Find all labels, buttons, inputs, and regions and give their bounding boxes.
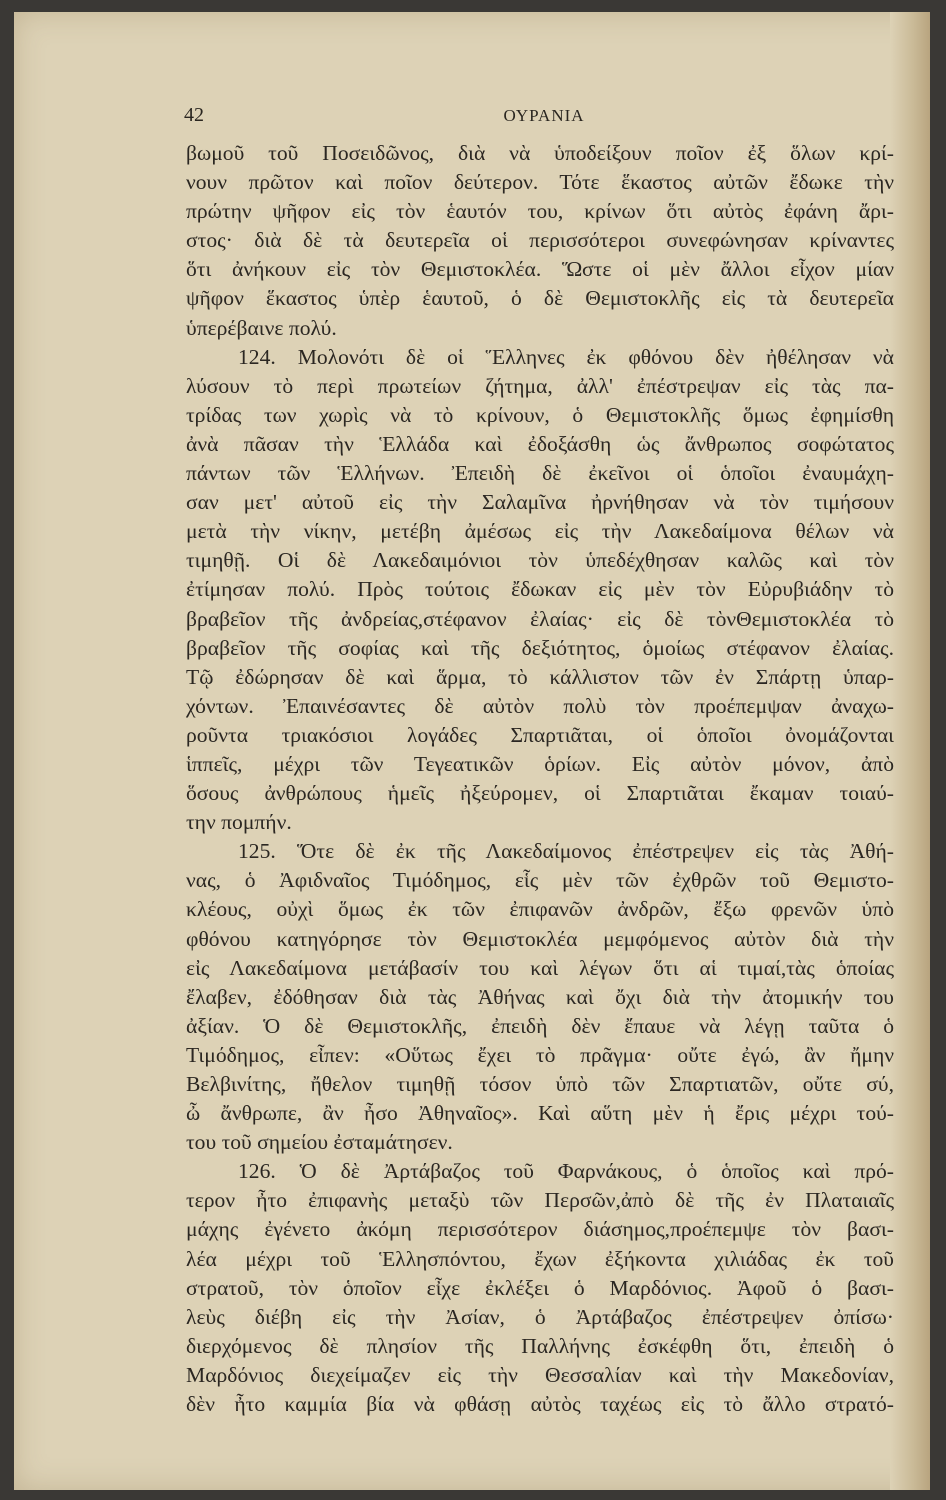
text-line: μάχης ἐγένετο ἀκόμη περισσότερον διάσημος,προέπεμψε τὸν βασι-	[186, 1217, 894, 1242]
text-line: ροῦντα τριακόσιοι λογάδες Σπαρτιᾶται, οἱ ὁποῖοι ὀνομάζονται	[186, 722, 894, 747]
text-line: ὅσους ἀνθρώπους ἡμεῖς ἠξεύρομεν, οἱ Σπαρτιᾶται ἔκαμαν τοιαύ-	[186, 781, 894, 806]
text-line: χόντων. Ἐπαινέσαντες δὲ αὐτὸν πολὺ τὸν προέπεμψαν ἀναχω-	[186, 693, 894, 718]
text-line: νας, ὁ Ἀφιδναῖος Τιμόδημος, εἷς μὲν τῶν ἐχθρῶν τοῦ Θεμιστο-	[186, 868, 894, 893]
text-line: μετὰ τὴν νίκην, μετέβη ἀμέσως εἰς τὴν Λακεδαίμονα θέλων νὰ	[186, 519, 894, 544]
text-line: Βελβινίτης, ἤθελον τιμηθῇ τόσον ὑπὸ τῶν Σπαρτιατῶν, οὔτε σύ,	[186, 1072, 894, 1096]
text-line: του τοῦ σημείου ἐσταμάτησεν.	[186, 1130, 453, 1155]
text-line: Μαρδόνιος διεχείμαζεν εἰς τὴν Θεσσαλίαν καὶ τὴν Μακεδονίαν,	[186, 1362, 894, 1387]
text-line: δὲν ἦτο καμμία βία νὰ φθάσῃ αὐτὸς ταχέως εἰς τὸ ἄλλο στρατό-	[186, 1392, 894, 1417]
page-edge-shadow	[890, 12, 930, 1490]
text-line: βραβεῖον τῆς σοφίας καὶ τῆς δεξιότητος, ὁμοίως στέφανον ἐλαίας.	[186, 635, 894, 660]
page-body-text	[186, 139, 894, 1419]
text-line: ἔλαβεν, ἐδόθησαν διὰ τὰς Ἀθήνας καὶ ὄχι διὰ τὴν ἀτομικήν του	[186, 984, 894, 1009]
text-line: ἐτίμησαν πολύ. Πρὸς τούτοις ἔδωκαν εἰς μὲν τὸν Εὐρυβιάδην τὸ	[186, 577, 894, 602]
text-line: κλέους, οὐχὶ ὅμως ἐκ τῶν ἐπιφανῶν ἀνδρῶν, ἔξω φρενῶν ὑπὸ	[186, 897, 894, 922]
text-line: ψῆφον ἕκαστος ὑπὲρ ἑαυτοῦ, ὁ δὲ Θεμιστοκλῆς εἰς τὰ δευτερεῖα	[186, 286, 894, 311]
text-line: τιμηθῇ. Οἱ δὲ Λακεδαιμόνιοι τὸν ὑπεδέχθησαν καλῶς καὶ τὸν	[186, 548, 894, 573]
text-line: φθόνου κατηγόρησε τὸν Θεμιστοκλέα μεμφόμενος αὐτὸν διὰ τὴν	[186, 926, 894, 951]
text-line: 125. Ὅτε δὲ ἐκ τῆς Λακεδαίμονος ἐπέστρεψεν εἰς τὰς Ἀθή-	[238, 839, 894, 864]
text-line: λύσουν τὸ περὶ πρωτείων ζήτημα, ἀλλ' ἐπέστρεψαν εἰς τὰς πα-	[186, 373, 894, 398]
text-line: ὦ ἄνθρωπε, ἂν ἦσο Ἀθηναῖος». Καὶ αὕτη μὲν ἡ ἔρις μέχρι τού-	[186, 1101, 894, 1126]
text-line: ὅτι ἀνήκουν εἰς τὸν Θεμιστοκλέα. Ὥστε οἱ μὲν ἄλλοι εἶχον μίαν	[186, 257, 894, 282]
text-line: ἱππεῖς, μέχρι τῶν Τεγεατικῶν ὁρίων. Εἰς αὐτὸν μόνον, ἀπὸ	[186, 751, 894, 776]
text-line: λέα μέχρι τοῦ Ἑλλησπόντου, ἔχων ἐξήκοντα χιλιάδας ἐκ τοῦ	[186, 1246, 894, 1271]
text-line: εἰς Λακεδαίμονα μετάβασίν του καὶ λέγων ὅτι αἱ τιμαί,τὰς ὁποίας	[186, 955, 894, 980]
text-line: βωμοῦ τοῦ Ποσειδῶνος, διὰ νὰ ὑποδείξουν ποῖον ἐξ ὅλων κρί-	[186, 141, 894, 165]
book-page	[14, 12, 930, 1490]
text-line: λεὺς διέβη εἰς τὴν Ἀσίαν, ὁ Ἀρτάβαζος ἐπέστρεψεν ὀπίσω·	[186, 1304, 894, 1329]
text-line: 126. Ὁ δὲ Ἀρτάβαζος τοῦ Φαρνάκους, ὁ ὁποῖος καὶ πρό-	[238, 1159, 894, 1184]
text-line: τρίδας των χωρὶς νὰ τὸ κρίνουν, ὁ Θεμιστοκλῆς ὅμως ἐφημίσθη	[186, 402, 894, 427]
page-header	[184, 104, 904, 130]
text-line: τερον ἦτο ἐπιφανὴς μεταξὺ τῶν Περσῶν,ἀπὸ δὲ τῆς ἐν Πλαταιαῖς	[186, 1188, 894, 1213]
text-line: νουν πρῶτον καὶ ποῖον δεύτερον. Τότε ἕκαστος αὐτῶν ἔδωκε τὴν	[186, 170, 894, 195]
text-line: 124. Μολονότι δὲ οἱ Ἕλληνες ἐκ φθόνου δὲν ἠθέλησαν νὰ	[238, 344, 894, 369]
text-line: ἀξίαν. Ὁ δὲ Θεμιστοκλῆς, ἐπειδὴ δὲν ἔπαυε νὰ λέγῃ ταῦτα ὁ	[186, 1013, 894, 1038]
text-line: σαν μετ' αὐτοῦ εἰς τὴν Σαλαμῖνα ἠρνήθησαν νὰ τὸν τιμήσουν	[186, 490, 894, 515]
text-line: πρώτην ψῆφον εἰς τὸν ἑαυτόν του, κρίνων ὅτι αὐτὸς ἐφάνη ἄρι-	[186, 199, 894, 224]
text-line: Τιμόδημος, εἶπεν: «Οὕτως ἔχει τὸ πρᾶγμα· οὔτε ἐγώ, ἂν ἤμην	[186, 1042, 894, 1067]
page-number: 42	[184, 104, 204, 126]
text-line: διερχόμενος δὲ πλησίον τῆς Παλλήνης ἐσκέφθη ὅτι, ἐπειδὴ ὁ	[186, 1333, 894, 1358]
text-line: στρατοῦ, τὸν ὁποῖον εἶχε ἐκλέξει ὁ Μαρδόνιος. Ἀφοῦ ὁ βασι-	[186, 1275, 894, 1300]
text-line: στος· διὰ δὲ τὰ δευτερεῖα οἱ περισσότεροι συνεφώνησαν κρίναντες	[186, 228, 894, 253]
text-line: βραβεῖον τῆς ἀνδρείας,στέφανον ἐλαίας· εἰς δὲ τὸνΘεμιστοκλέα τὸ	[186, 606, 894, 631]
running-title: ΟΥΡΑΝΙΑ	[503, 106, 585, 125]
text-line: την πομπήν.	[186, 810, 292, 835]
text-line: Τῷ ἐδώρησαν δὲ καὶ ἅρμα, τὸ κάλλιστον τῶν ἐν Σπάρτῃ ὑπαρ-	[186, 664, 894, 689]
text-line: πάντων τῶν Ἑλλήνων. Ἐπειδὴ δὲ ἐκεῖνοι οἱ ὁποῖοι ἐναυμάχη-	[186, 461, 894, 486]
text-line: ὑπερέβαινε πολύ.	[186, 315, 337, 340]
text-line: ἀνὰ πᾶσαν τὴν Ἑλλάδα καὶ ἐδοξάσθη ὡς ἄνθρωπος σοφώτατος	[186, 431, 894, 456]
